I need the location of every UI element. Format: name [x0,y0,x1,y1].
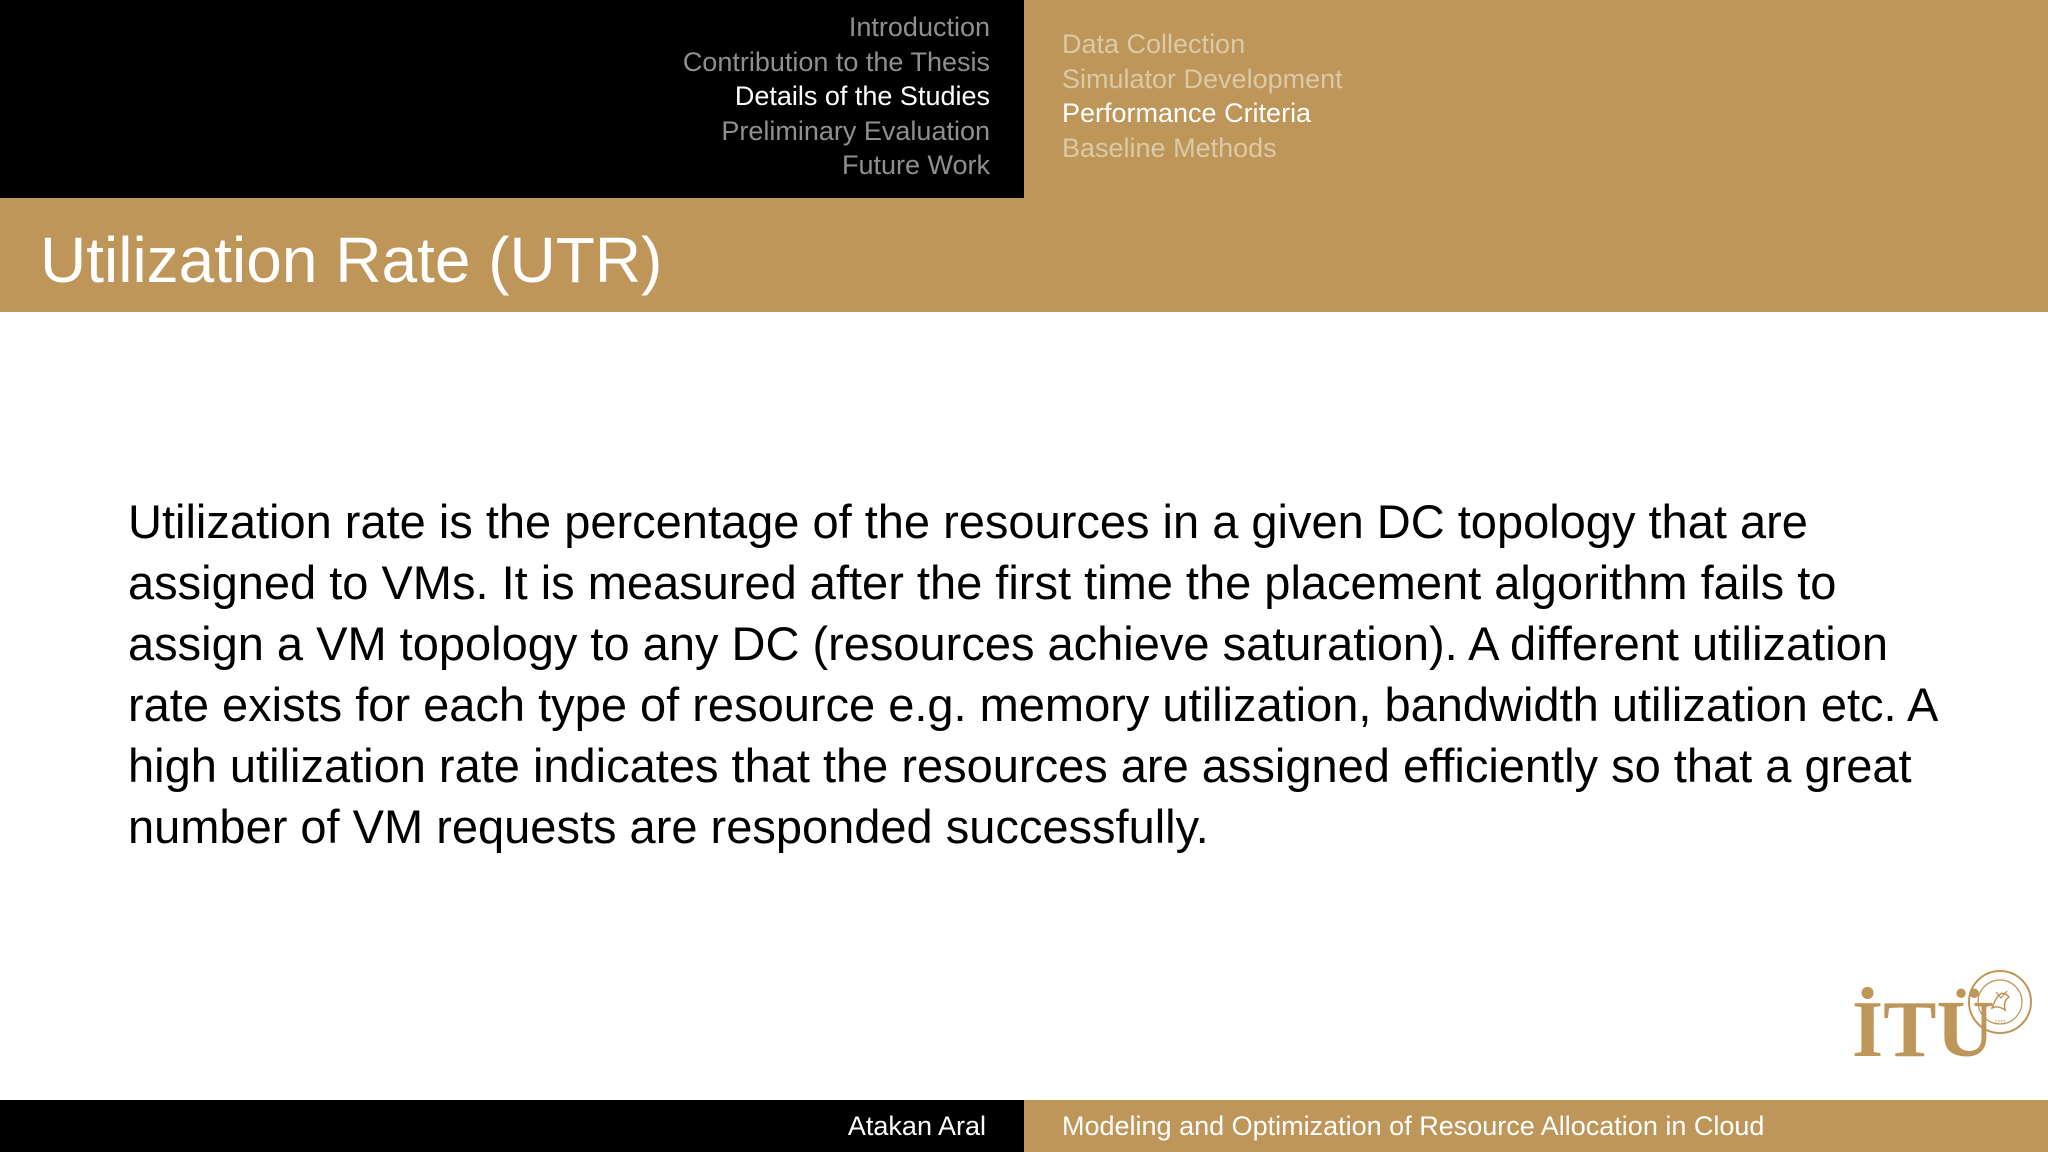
section-nav [683,10,990,183]
footer-talk-title: Modeling and Optimization of Resource Allocation in Cloud [1062,1111,1765,1141]
itu-seal-year: 1773 [1994,1020,2006,1026]
footer-author: Atakan Aral [847,1111,986,1141]
footer-title-panel [1024,1100,2048,1152]
subsection-nav-item-data-collection[interactable]: Data Collection [1062,29,1246,59]
subsection-nav-item-performance-criteria[interactable]: Performance Criteria [1062,98,1312,128]
section-nav-item-future-work[interactable]: Future Work [841,150,990,180]
section-nav-item-contribution[interactable]: Contribution to the Thesis [682,46,990,77]
itu-logo-text: İTÜ [1852,986,1995,1066]
section-nav-item-details[interactable]: Details of the Studies [734,81,990,111]
subsection-nav-item-baseline-methods[interactable]: Baseline Methods [1062,132,1277,163]
header-sections-panel [0,0,1024,198]
slide-body-text: Utilization rate is the percentage of the resources in a given DC topology that are assigned to VMs. It is measured after the first time the placement algorithm fails to assign a VM topology to any DC (resources achieve saturation). A different utilization rate exists for each type of resource e.g. memory utilization, bandwidth utilization etc. A high utilization rate indicates that the resources are assigned efficiently so that a great number of VM requests are responded successfully. [128,495,1936,853]
subsection-nav [1062,27,1343,165]
slide-title-bar [0,198,2048,312]
itu-logo [1852,956,2032,1066]
section-nav-item-preliminary-evaluation[interactable]: Preliminary Evaluation [721,115,990,146]
subsection-nav-item-simulator-development[interactable]: Simulator Development [1062,63,1343,94]
footer-author-panel [0,1100,1024,1152]
slide-title: Utilization Rate (UTR) [40,224,663,296]
section-nav-item-introduction[interactable]: Introduction [848,12,990,42]
itu-seal-icon [1969,971,2031,1033]
header-subsections-panel [1024,0,2048,198]
